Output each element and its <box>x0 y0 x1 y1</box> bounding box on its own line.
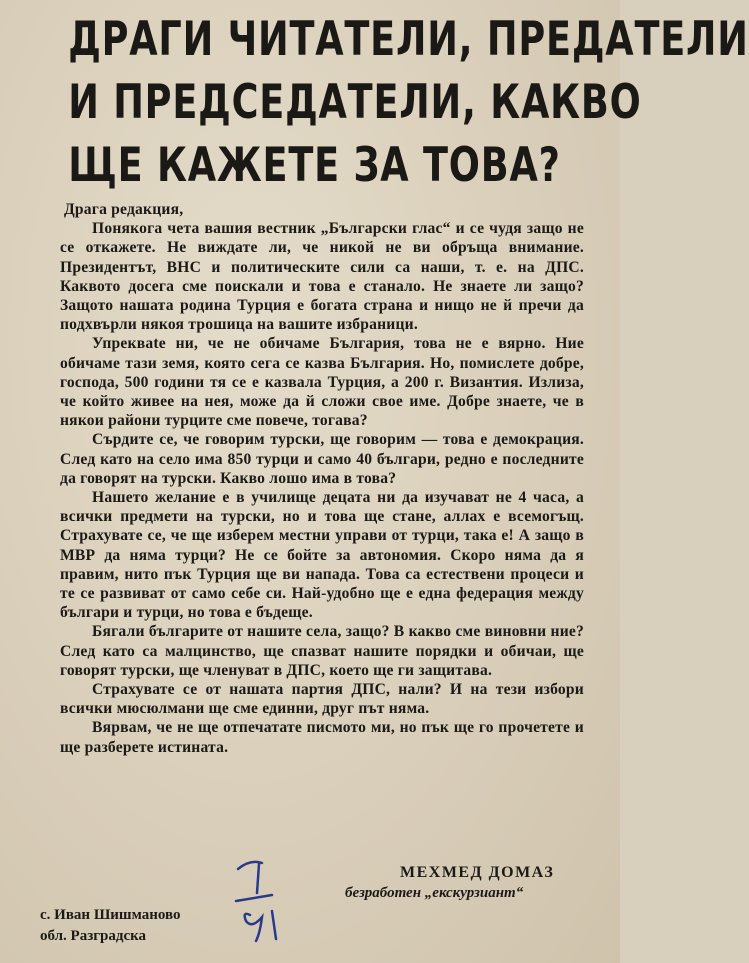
letter-paragraph: Страхувате се от нашата партия ДПС, нали? И на тези избори всички мюсюлмани ще сме единни, друг път няма. <box>60 681 584 718</box>
headline-line-2: И ПРЕДСЕДАТЕЛИ, КАКВО <box>68 75 642 130</box>
headline-line-1: ДРАГИ ЧИТАТЕЛИ, ПРЕДАТЕЛИ <box>68 12 749 67</box>
letter-paragraph: Понякога чета вашия вестник „Български глас“ и се чудя защо не се откажете. Не виждате ли, че никой не ви обръща внимание. Президентът, ВНС и политическите сили са наши, т. е. на ДПС. Каквото досега сме поискали и това е станало. Не знаете ли защо? Защото нашата родина Турция е богата страна и нищо не й пречи да подхвърли някоя трошица на вашите избраници. <box>60 220 584 334</box>
author-title: безработен „екскурзиант“ <box>345 885 524 901</box>
author-location <box>40 905 180 947</box>
letter-paragraph: Вярвам, че не ще отпечатате писмото ми, но пък ще го прочетете и ще разберете истината. <box>60 719 584 756</box>
letter-paragraph: Нашето желание е в училище децата ни да изучават не 4 часа, а всички предмети на турски, но и това ще стане, аллах е всемогъщ. Страхувате се, че ще изберем местни управи от турци, така е! А защо в МВР да няма турци? Не се бойте за автономия. Скоро няма да я правим, нито пък Турция ще ви напада. Това са естествени процеси и те се развиват от само себе си. Най-удобно ще е една федерация между българи и турци, но това е бъдеще. <box>60 489 584 622</box>
headline-line-3: ЩЕ КАЖЕТЕ ЗА ТОВА? <box>68 138 561 193</box>
author-name: МЕХМЕД ДОМАЗ <box>400 864 555 881</box>
signature-block <box>345 864 585 902</box>
letter-paragraph: Бягали българите от нашите села, защо? В какво сме виновни ние? След като са малцинство, ще спазват нашите порядки и обичаи, ще говорят турски, ще членуват в ДПС, което ще ги защитава. <box>60 623 584 679</box>
letter-body <box>60 200 584 757</box>
letter-greeting: Драга редакция, <box>64 201 184 218</box>
letter-paragraph: Сърдите се, че говорим турски, ще говорим — това е демокрация. След като на село има 850 турци и само 40 българи, редно е последните да говорят на турски. Какво лошо има в това? <box>60 431 584 487</box>
handwritten-date-note <box>232 855 302 945</box>
village-name: с. Иван Шишманово <box>40 907 181 923</box>
letter-paragraph: Упрекваte ни, че не обичаме България, това не е вярно. Ние обичаме тази земя, която сега се казва България. Но, помислете добре, господа, 500 години тя се е казвала Турция, а 200 г. Византия. Излиза, че който живее на нея, може да й сложи свое име. Добре знаете, че в някои райони турците сме повече, тогава? <box>60 335 584 430</box>
headline <box>68 8 749 197</box>
region-name: обл. Разградска <box>40 928 147 944</box>
